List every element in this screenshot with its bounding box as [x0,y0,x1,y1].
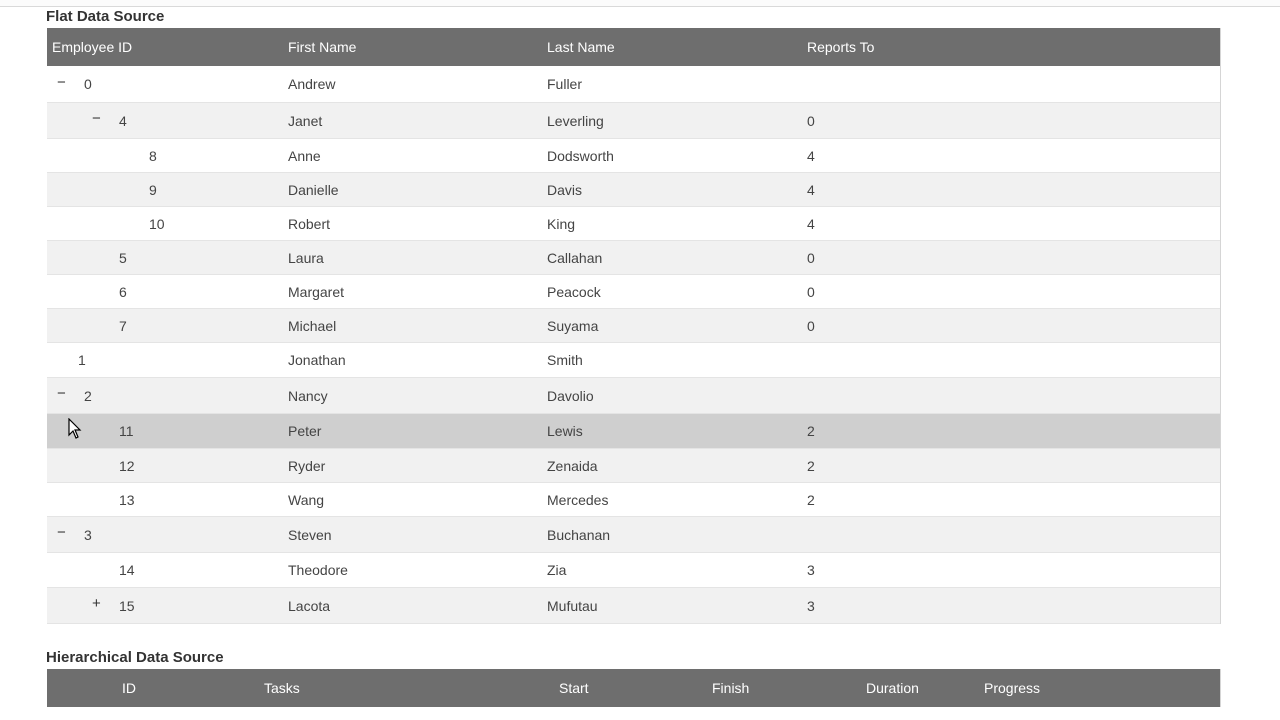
table-row[interactable] [47,517,1220,553]
column-header-id[interactable]: ID [122,680,136,696]
cell-reports-to: 0 [807,318,815,334]
column-header-progress[interactable]: Progress [984,680,1041,696]
cell-reports-to: 3 [807,598,815,614]
cell-employee-id: 9 [149,182,157,198]
expand-icon[interactable]: + [92,595,101,612]
column-header-tasks[interactable]: Tasks [264,680,300,696]
cell-last-name: Lewis [547,423,583,439]
top-border [0,0,1280,7]
cell-employee-id: 4 [119,113,127,129]
cell-last-name: Fuller [547,76,583,92]
cell-first-name: Ryder [288,458,326,474]
table-row[interactable] [47,414,1220,449]
cell-reports-to: 0 [807,250,815,266]
table-row[interactable] [47,66,1220,103]
cell-reports-to: 3 [807,562,815,578]
cell-reports-to: 2 [807,423,815,439]
cell-last-name: Davolio [547,388,594,404]
collapse-icon[interactable]: − [92,110,101,127]
flat-grid-body [47,66,1220,624]
cell-employee-id: 8 [149,148,157,164]
cell-first-name: Andrew [288,76,336,92]
table-row[interactable] [47,309,1220,343]
mouse-cursor-icon [68,418,82,440]
table-row[interactable] [47,207,1220,241]
cell-last-name: Mercedes [547,492,609,508]
cell-employee-id: 7 [119,318,127,334]
cell-first-name: Lacota [288,598,331,614]
cell-employee-id: 5 [119,250,127,266]
cell-first-name: Margaret [288,284,345,300]
cell-last-name: Davis [547,182,583,198]
cell-reports-to: 2 [807,492,815,508]
table-row[interactable] [47,343,1220,378]
cell-employee-id: 15 [119,598,135,614]
table-row[interactable] [47,103,1220,139]
table-row[interactable] [47,449,1220,483]
cell-reports-to: 4 [807,216,815,232]
cell-last-name: Zia [547,562,567,578]
cell-last-name: Callahan [547,250,603,266]
cell-employee-id: 10 [149,216,165,232]
cell-first-name: Steven [288,527,332,543]
column-header-reports-to[interactable]: Reports To [807,39,875,55]
table-row[interactable] [47,241,1220,275]
column-header-start[interactable]: Start [559,680,589,696]
flat-grid-header [47,28,1220,66]
cell-employee-id: 14 [119,562,135,578]
cell-employee-id: 2 [84,388,92,404]
table-row[interactable] [47,139,1220,173]
cell-reports-to: 4 [807,182,815,198]
cell-reports-to: 4 [807,148,815,164]
cell-first-name: Robert [288,216,331,232]
cell-reports-to: 0 [807,284,815,300]
cell-last-name: Leverling [547,113,604,129]
column-header-last-name[interactable]: Last Name [547,39,615,55]
cell-last-name: Dodsworth [547,148,614,164]
cell-first-name: Janet [288,113,323,129]
table-row[interactable] [47,378,1220,414]
cell-last-name: Zenaida [547,458,598,474]
cell-employee-id: 13 [119,492,135,508]
flat-tree-grid [47,28,1221,624]
table-row[interactable] [47,483,1220,517]
cell-last-name: Mufutau [547,598,598,614]
hier-section-title: Hierarchical Data Source [46,649,224,666]
column-header-duration[interactable]: Duration [866,680,919,696]
table-row[interactable] [47,275,1220,309]
column-header-employee-id[interactable]: Employee ID [52,39,133,55]
cell-first-name: Nancy [288,388,328,404]
cell-first-name: Peter [288,423,322,439]
cell-first-name: Danielle [288,182,339,198]
column-header-first-name[interactable]: First Name [288,39,357,55]
cell-first-name: Jonathan [288,352,346,368]
cell-employee-id: 1 [78,352,86,368]
cell-employee-id: 11 [119,423,134,439]
cell-employee-id: 0 [84,76,92,92]
column-header-finish[interactable]: Finish [712,680,750,696]
cell-last-name: King [547,216,576,232]
cell-employee-id: 3 [84,527,92,543]
cell-reports-to: 2 [807,458,815,474]
cell-employee-id: 12 [119,458,135,474]
collapse-icon[interactable]: − [57,74,66,91]
cell-first-name: Michael [288,318,337,334]
cell-last-name: Buchanan [547,527,611,543]
cell-first-name: Wang [288,492,325,508]
hier-tree-grid [47,669,1221,707]
table-row[interactable] [47,553,1220,588]
cell-first-name: Laura [288,250,324,266]
table-row[interactable] [47,588,1220,624]
cell-employee-id: 6 [119,284,127,300]
collapse-icon[interactable]: − [57,524,66,541]
collapse-icon[interactable]: − [57,385,66,402]
flat-section-title: Flat Data Source [46,8,165,25]
cell-last-name: Peacock [547,284,601,300]
cell-reports-to: 0 [807,113,815,129]
cell-last-name: Smith [547,352,583,368]
cell-first-name: Theodore [288,562,348,578]
table-row[interactable] [47,173,1220,207]
cell-first-name: Anne [288,148,321,164]
cell-last-name: Suyama [547,318,599,334]
hier-grid-header [47,669,1220,707]
